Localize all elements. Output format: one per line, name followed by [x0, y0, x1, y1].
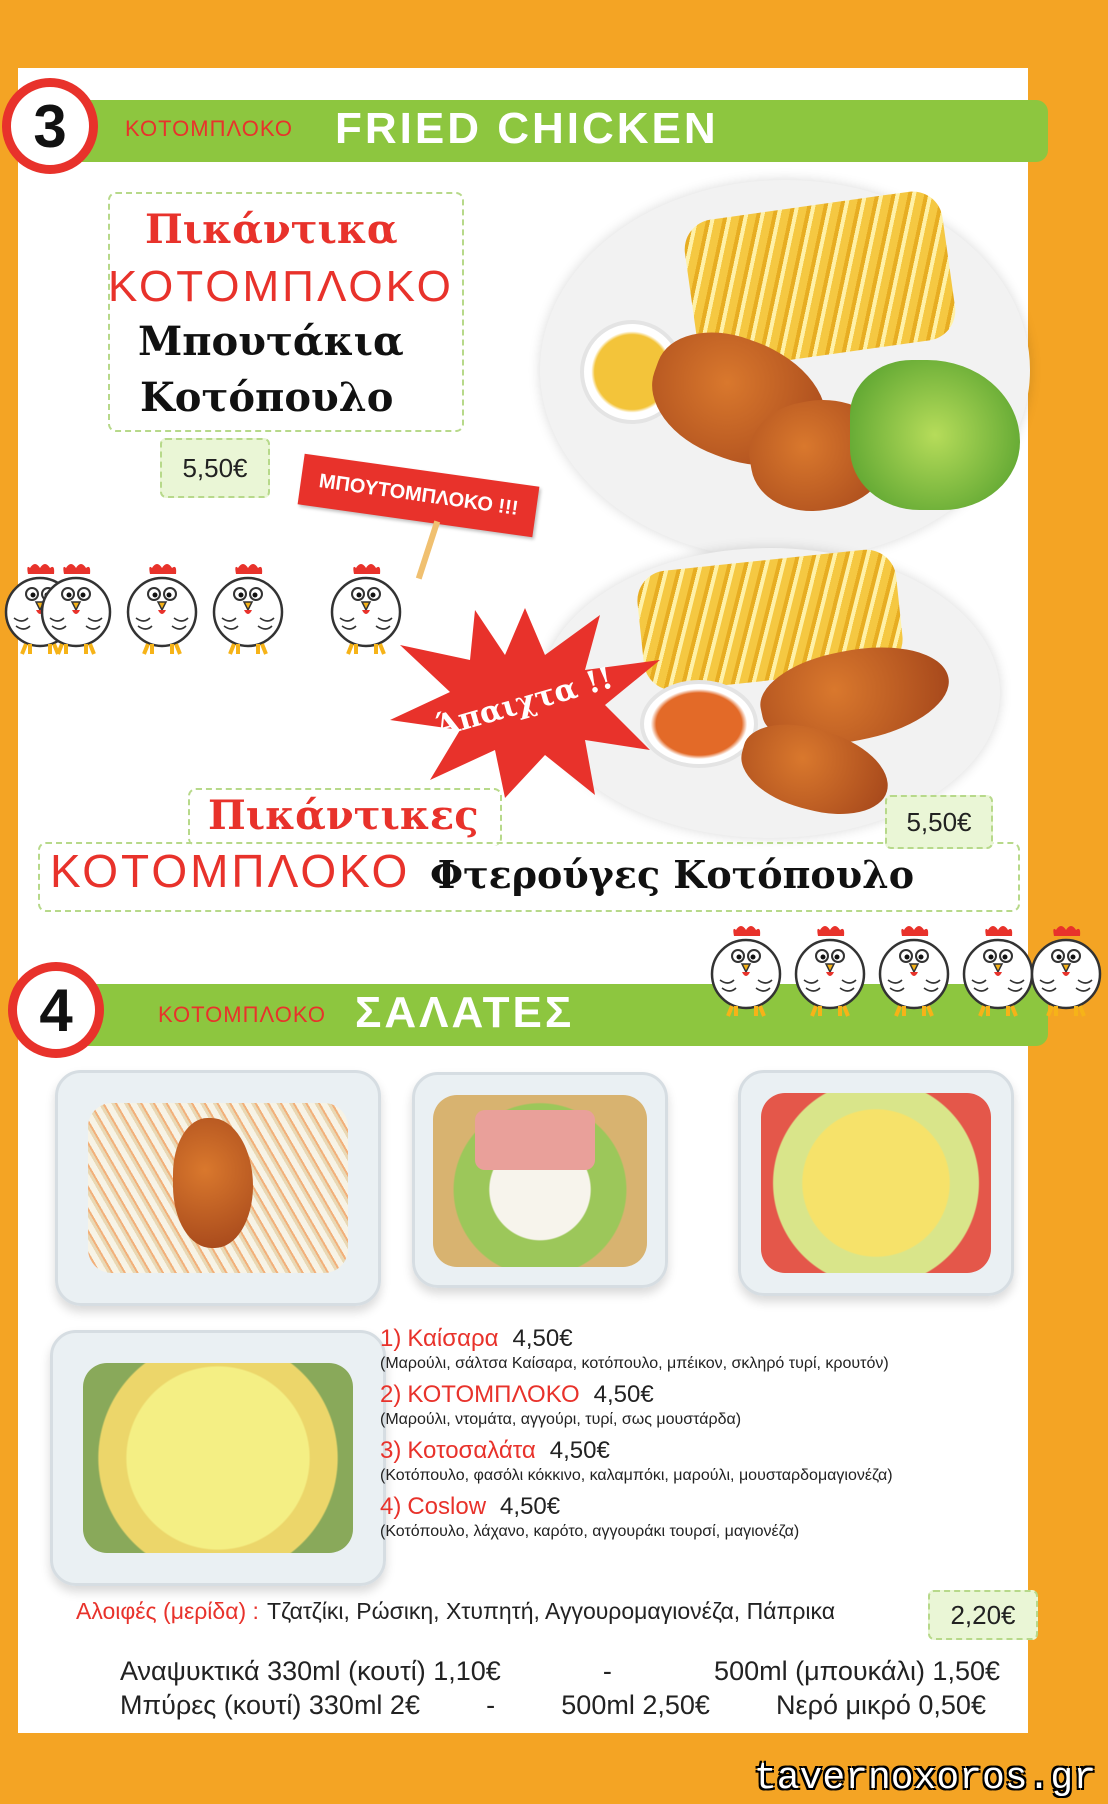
drinks-beer-can: Μπύρες (κουτί) 330ml 2€ [120, 1690, 420, 1720]
section4-brand: ΚΟΤΟΜΠΛΟΚΟ [158, 1002, 326, 1027]
salad-item [380, 1437, 1020, 1465]
item1-line4: Κοτόπουλο [140, 374, 394, 421]
salad-item-number: 4) [380, 1493, 402, 1520]
salad-item-name [380, 1493, 486, 1521]
dips-row [76, 1598, 835, 1625]
dips-label: Αλοιφές (μερίδα) : [76, 1598, 259, 1624]
item1-line1: Πικάντικα [145, 206, 398, 253]
apaixta-burst [385, 600, 665, 800]
salad-item-price: 4,50€ [512, 1325, 573, 1352]
watermark: tavernoxoros.gr [753, 1757, 1096, 1800]
section3-number-badge [2, 78, 98, 174]
item2-line2: ΚΟΤΟΜΠΛΟΚΟ [50, 845, 411, 897]
section3-brand: ΚΟΤΟΜΠΛΟΚΟ [125, 116, 293, 141]
salad-item-name [380, 1437, 536, 1465]
hen-icon [36, 560, 116, 656]
hen-icon [1026, 922, 1106, 1018]
section3-title: FRIED CHICKEN [335, 104, 719, 153]
drinks-separator: - [602, 1656, 612, 1686]
item2-line1: Πικάντικες [208, 792, 479, 839]
drinks-row-2 [120, 1690, 986, 1721]
salad-item-price: 4,50€ [500, 1493, 561, 1520]
salad-coleslaw-image [55, 1070, 381, 1306]
hen-icon [122, 560, 202, 656]
salad-mustard-image [738, 1070, 1014, 1296]
salad-caesar-image [412, 1072, 668, 1288]
salad-item-description: (Κοτόπουλο, λάχανο, καρότο, αγγουράκι τουρσί, μαγιονέζα) [380, 1523, 800, 1540]
salad-kotosalata-image [50, 1330, 386, 1586]
bacon-image [475, 1110, 595, 1170]
item1-line3: Μπουτάκια [138, 318, 404, 365]
salad-item-description: (Μαρούλι, σάλτσα Καίσαρα, κοτόπουλο, μπέικον, σκληρό τυρί, κρουτόν) [380, 1355, 889, 1372]
salad-fill [83, 1363, 353, 1553]
drinks-softdrinks-bottle: 500ml (μπουκάλι) 1,50€ [714, 1656, 1000, 1686]
section4-number-badge [8, 962, 104, 1058]
section3-number: 3 [33, 92, 67, 160]
drinks-separator: - [486, 1690, 496, 1720]
section4-title: ΣΑΛΑΤΕΣ [355, 988, 575, 1037]
section4-number: 4 [39, 976, 73, 1044]
drinks-beer-bottle: 500ml 2,50€ [561, 1690, 710, 1720]
hen-icon [22, 1632, 102, 1728]
salad-item-title: ΚΟΤΟΜΠΛΟΚΟ [407, 1381, 580, 1408]
item2-price: 5,50€ [885, 795, 993, 849]
salad-item [380, 1325, 1020, 1353]
salad-item-number: 2) [380, 1381, 402, 1408]
salad-list [380, 1325, 1020, 1549]
item1-line2: ΚΟΤΟΜΠΛΟΚΟ [108, 262, 454, 311]
drinks-water: Νερό μικρό 0,50€ [776, 1690, 986, 1720]
salad-item-description: (Κοτόπουλο, φασόλι κόκκινο, καλαμπόκι, μαρούλι, μουσταρδομαγιονέζα) [380, 1467, 893, 1484]
salad-fill [761, 1093, 991, 1273]
hen-icon [208, 560, 288, 656]
hen-icon [706, 922, 786, 1018]
salad-item-name [380, 1325, 498, 1353]
salad-item-price: 4,50€ [593, 1381, 654, 1408]
item1-price: 5,50€ [160, 438, 270, 498]
drinks-row-1 [120, 1656, 1000, 1687]
drinks-softdrinks-can: Αναψυκτικά 330ml (κουτί) 1,10€ [120, 1656, 501, 1686]
salad-item [380, 1493, 1020, 1521]
dips-list: Τζατζίκι, Ρώσικη, Χτυπητή, Αγγουρομαγιονέζα, Πάπρικα [266, 1598, 836, 1624]
hen-icon [790, 922, 870, 1018]
salad-item [380, 1381, 1020, 1409]
salad-item-number: 3) [380, 1437, 402, 1464]
salad-item-price: 4,50€ [549, 1437, 610, 1464]
salad-item-number: 1) [380, 1325, 402, 1352]
salad-item-description: (Μαρούλι, ντομάτα, αγγούρι, τυρί, σως μουστάρδα) [380, 1411, 742, 1428]
dips-price: 2,20€ [928, 1590, 1038, 1640]
burst-text: Άπαιχτα !! [431, 660, 617, 745]
salad-item-title: Κοτοσαλάτα [407, 1437, 536, 1464]
salad-item-name [380, 1381, 580, 1409]
salad-item-title: Καίσαρα [407, 1325, 499, 1352]
salad-chicken-image [173, 1118, 253, 1248]
item2-line3: Φτερούγες Κοτόπουλο [430, 852, 915, 897]
boutomploko-sign: ΜΠΟΥΤΟΜΠΛΟΚΟ !!! [298, 454, 540, 537]
salad-item-title: Coslow [407, 1493, 487, 1520]
hen-icon [874, 922, 954, 1018]
